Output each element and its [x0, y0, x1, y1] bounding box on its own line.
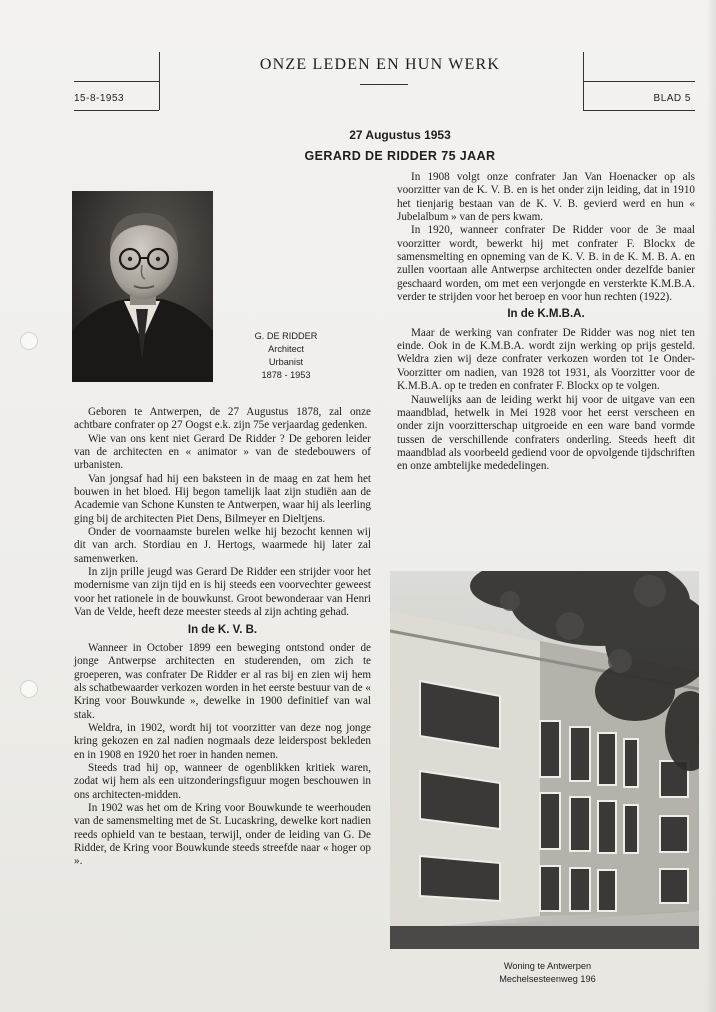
paragraph: Steeds trad hij op, wanneer de ogenblikken kritiek waren, zodat wij hem als een uitzonderingsfiguur mogen beschouwen in ons architecten-midden. — [74, 761, 371, 801]
magazine-title: ONZE LEDEN EN HUN WERK — [259, 56, 501, 73]
portrait-photo — [72, 191, 213, 382]
left-column — [74, 406, 371, 869]
header-rule-bottom-right — [583, 110, 695, 111]
building-caption-line1: Woning te Antwerpen — [503, 961, 592, 971]
paragraph: Wie van ons kent niet Gerard De Ridder ? De geboren leider van de architecten en « animator » van de stedebouwers of urbanisten. — [74, 432, 371, 472]
building-caption — [470, 960, 625, 986]
paragraph: In 1902 was het om de Kring voor Bouwkunde te weerhouden van de samensmelting met de St. Lucaskring, dewelke kort nadien reeds ophield van te bestaan, terwijl, onder de leiding van G. De Ridder, de Kring voor Bouwkunde steeds streefde naar « hoger op ». — [74, 801, 371, 868]
header-rule-left — [74, 81, 159, 82]
page-number: BLAD 5 — [653, 93, 691, 104]
article-date: 27 Augustus 1953 — [349, 128, 451, 142]
caption-name: G. DE RIDDER — [254, 331, 318, 341]
caption-role-urbanist: Urbanist — [268, 357, 304, 367]
paragraph: Van jongsaf had hij een baksteen in de maag en zat hem het bouwen in het bloed. Hij begon tamelijk laat zijn studiën aan de Academie van Schone Kunsten te Antwerpen, waar hij als leerling ging bij de architecten Piet Dens, Bilmeyer en Dieltjens. — [74, 472, 371, 525]
header-rule-bottom-left — [74, 110, 159, 111]
paragraph: In 1908 volgt onze confrater Jan Van Hoenacker op als voorzitter van de K. V. B. en is het onder zijn leiding, dat in 1910 het tienjarig bestaan van de K. V. B. gevierd werd en hun « Jubelalbum » van de pers kwam. — [397, 171, 695, 224]
section-heading-kvb: In de K. V. B. — [187, 623, 258, 636]
punch-hole — [20, 332, 38, 350]
header-rule-right — [583, 81, 695, 82]
page-edge-shadow — [706, 0, 716, 1012]
portrait-caption — [246, 330, 326, 382]
paragraph: In 1920, wanneer confrater De Ridder voor de 3e maal voorzitter wordt, bewerkt hij met confrater F. Blockx de samensmelting en opneming van de K. V. B. in de K. M. B. A. en zullen voortaan alle Antwerpse architecten onder dezelfde banier geschaard worden, om met een verjongde en versterkte K.M.B.A. verder te strijden voor het beroep en voor hun rechten (1922). — [397, 224, 695, 304]
article-headline: GERARD DE RIDDER 75 JAAR — [304, 149, 496, 163]
building-photo — [390, 571, 699, 949]
caption-years: 1878 - 1953 — [261, 370, 311, 380]
punch-hole — [20, 680, 38, 698]
issue-date: 15-8-1953 — [74, 93, 125, 104]
paragraph: Wanneer in October 1899 een beweging ontstond onder de jonge Antwerpse architecten en studerenden, om zich te groeperen, was confrater De Ridder er al ras bij en zien wij hem als schatbewaarder verkozen worden in het eerste bestuur van de « Kring voor Bouwkunde », dewelke in 1900 definitief van wal stak. — [74, 641, 371, 721]
caption-role-architect: Architect — [268, 344, 304, 354]
paragraph: Onder de voornaamste burelen welke hij bezocht kennen wij dit van arch. Stordiau en J. Hertogs, waarmede hij later zal samenwerken. — [74, 526, 371, 565]
header-title-underline — [360, 84, 408, 85]
paragraph: Maar de werking van confrater De Ridder was nog niet ten einde. Ook in de K.M.B.A. wordt zijn werking op prijs gesteld. Weldra zien wij deze confrater verkozen worden tot 1e Onder-Voorzitter om nadien, van 1928 tot 1931, als Voorzitter voor de K.M.B.A. op te treden en confrater F. Blockx op te volgen. — [397, 326, 695, 393]
paragraph: Nauwelijks aan de leiding werkt hij voor de uitgave van een maandblad, hetwelk in Mei 1928 voor het eerst verscheen en onder zijn voorzitterschap uitgroeide en een ware band vormde tussen de verschillende confraters onderling. Steeds heeft dit maandblad als voorbeeld gediend voor de opvolgende tijdschriften en onze ambtelijke mededelingen. — [397, 393, 695, 473]
section-heading-kmba: In de K.M.B.A. — [507, 308, 585, 321]
paragraph: In zijn prille jeugd was Gerard De Ridder een strijder voor het modernisme van zijn tijd en is hij steeds een voorvechter geweest voor het rationele in de bouwkunst. Groot bewonderaar van Henri Van de Velde, heeft deze meester steeds al zijn achting gehad. — [74, 566, 371, 619]
building-caption-line2: Mechelsesteenweg 196 — [499, 974, 596, 984]
right-column — [397, 171, 695, 474]
paragraph: Weldra, in 1902, wordt hij tot voorzitter van deze nog jonge kring gekozen en zal nadien nogmaals deze leiderspost bekleden en in 1908 en 1920 het roer in handen nemen. — [74, 721, 371, 761]
paragraph: Geboren te Antwerpen, de 27 Augustus 1878, zal onze achtbare confrater op 27 Oogst e.k. zijn 75e verjaardag gedenken. — [74, 406, 371, 432]
